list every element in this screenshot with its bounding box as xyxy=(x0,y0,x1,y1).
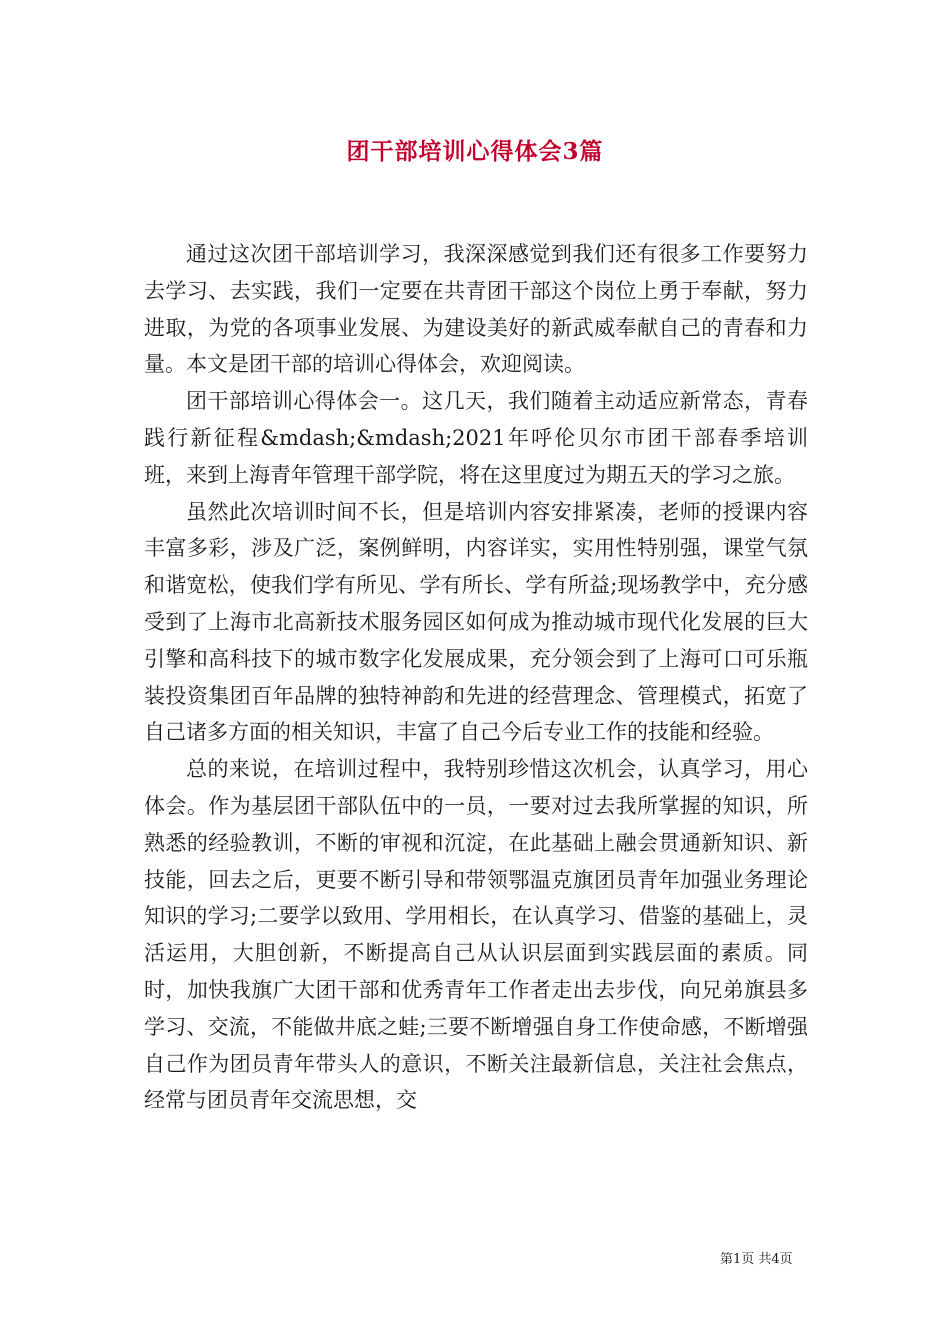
paragraph-part-one: 团干部培训心得体会一。这几天，我们随着主动适应新常态，青春践行新征程&mdash;&mdash;2021年呼伦贝尔市团干部春季培训班，来到上海青年管理干部学院，将在这里度过为期五天的学习之旅。 xyxy=(144,389,808,487)
document-body xyxy=(144,236,808,1119)
document-title: 团干部培训心得体会3篇 xyxy=(346,138,604,165)
paragraph-intro: 通过这次团干部培训学习，我深深感觉到我们还有很多工作要努力去学习、去实践，我们一定要在共青团干部这个岗位上勇于奉献，努力进取，为党的各项事业发展、为建设美好的新武威奉献自己的青春和力量。本文是团干部的培训心得体会，欢迎阅读。 xyxy=(144,242,808,377)
page-number: 第1页 共4页 xyxy=(720,1252,793,1267)
paragraph-training-content: 虽然此次培训时间不长，但是培训内容安排紧凑，老师的授课内容丰富多彩，涉及广泛，案例鲜明，内容详实，实用性特别强，课堂气氛和谐宽松，使我们学有所见、学有所长、学有所益;现场教学中，充分感受到了上海市北高新技术服务园区如何成为推动城市现代化发展的巨大引擎和高科技下的城市数字化发展成果，充分领会到了上海可口可乐瓶装投资集团百年品牌的独特神韵和先进的经营理念、管理模式，拓宽了自己诸多方面的相关知识，丰富了自己今后专业工作的技能和经验。 xyxy=(144,499,808,745)
paragraph-summary: 总的来说，在培训过程中，我特别珍惜这次机会，认真学习，用心体会。作为基层团干部队伍中的一员，一要对过去我所掌握的知识，所熟悉的经验教训，不断的审视和沉淀，在此基础上融会贯通新知识、新技能，回去之后，更要不断引导和带领鄂温克旗团员青年加强业务理论知识的学习;二要学以致用、学用相长，在认真学习、借鉴的基础上，灵活运用，大胆创新，不断提高自己从认识层面到实践层面的素质。同时，加快我旗广大团干部和优秀青年工作者走出去步伐，向兄弟旗县多学习、交流，不能做井底之蛙;三要不断增强自身工作使命感，不断增强自己作为团员青年带头人的意识，不断关注最新信息，关注社会焦点，经常与团员青年交流思想，交 xyxy=(144,757,808,1113)
